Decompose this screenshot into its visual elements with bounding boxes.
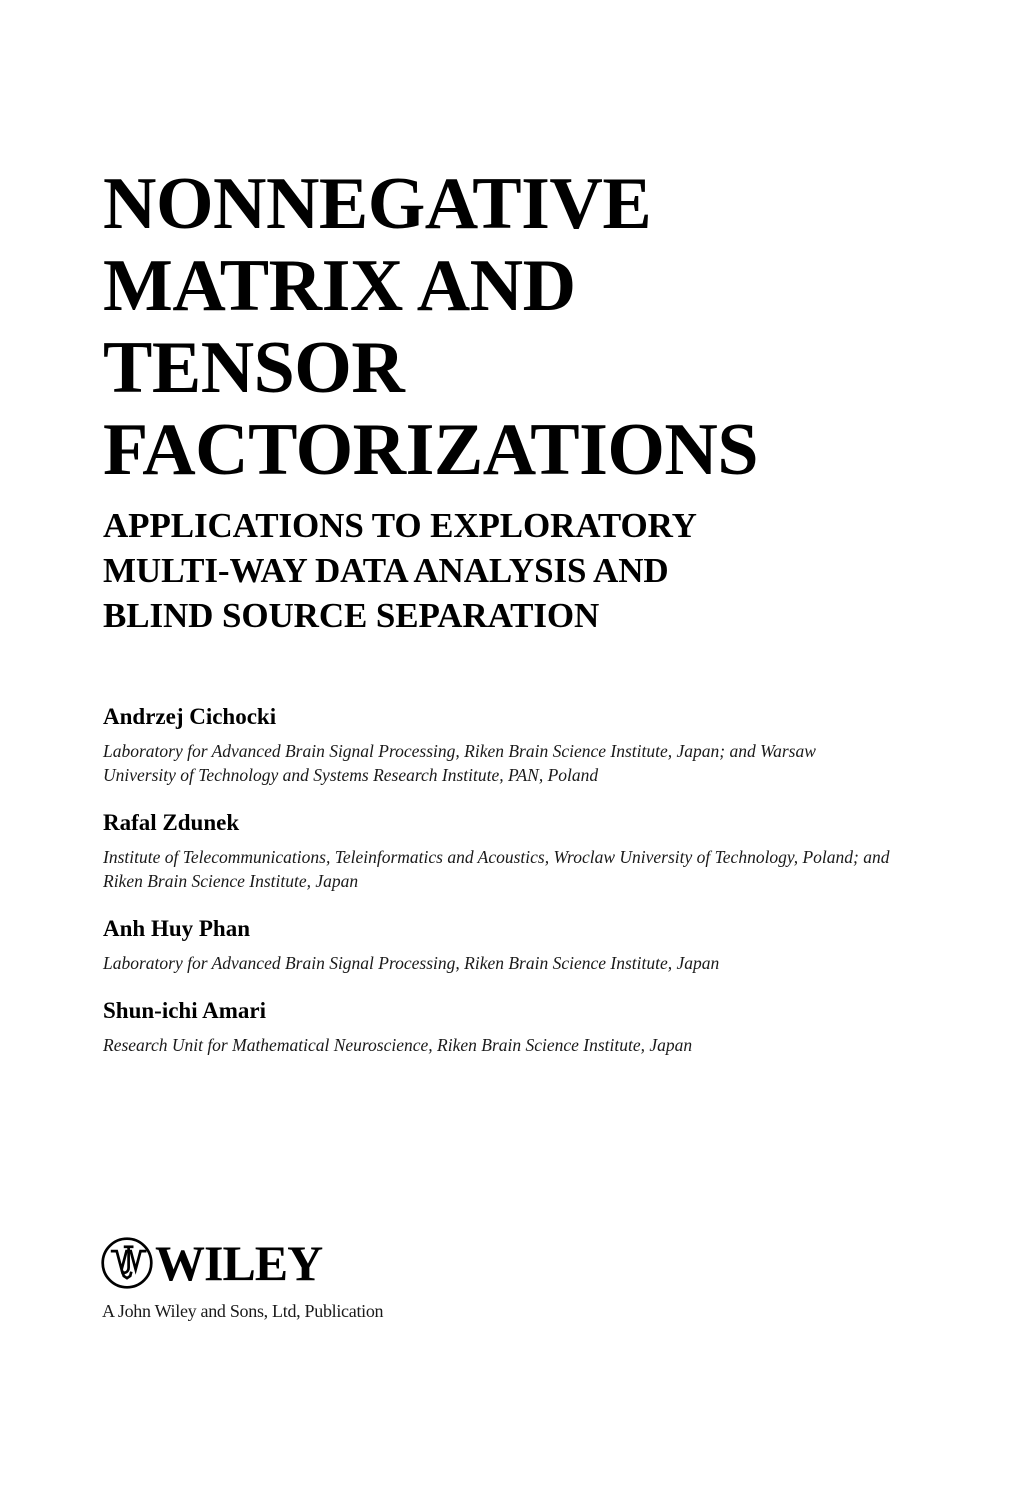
author-name: Anh Huy Phan xyxy=(103,916,251,941)
author-name: Rafal Zdunek xyxy=(103,810,240,835)
title-line-4: FACTORIZATIONS xyxy=(103,409,759,491)
author-affiliation: Institute of Telecommunications, Teleinformatics and Acoustics, Wroclaw University of Technology, Poland; and Riken Brain Science Institute, Japan xyxy=(103,847,890,891)
author-affiliation: Laboratory for Advanced Brain Signal Processing, Riken Brain Science Institute, Japan; and Warsaw University of Technology and Systems Research Institute, PAN, Poland xyxy=(103,741,816,785)
author-entry xyxy=(103,703,903,787)
author-entry xyxy=(103,809,903,893)
wiley-wordmark: WILEY xyxy=(155,1235,323,1291)
publisher-tagline: A John Wiley and Sons, Ltd, Publication xyxy=(102,1301,384,1321)
title-line-2: MATRIX AND xyxy=(103,245,576,327)
author-list xyxy=(103,703,903,1057)
subtitle-line-3: BLIND SOURCE SEPARATION xyxy=(103,596,600,635)
author-name: Andrzej Cichocki xyxy=(103,704,277,729)
publisher-block xyxy=(100,1236,600,1322)
author-entry xyxy=(103,997,903,1057)
author-affiliation: Laboratory for Advanced Brain Signal Processing, Riken Brain Science Institute, Japan xyxy=(103,953,720,973)
book-subtitle xyxy=(103,503,903,638)
subtitle-line-1: APPLICATIONS TO EXPLORATORY xyxy=(103,506,697,545)
subtitle-line-2: MULTI-WAY DATA ANALYSIS AND xyxy=(103,551,669,590)
author-affiliation: Research Unit for Mathematical Neuroscience, Riken Brain Science Institute, Japan xyxy=(103,1035,693,1055)
book-title xyxy=(103,163,903,491)
title-line-3: TENSOR xyxy=(103,327,405,409)
title-line-1: NONNEGATIVE xyxy=(103,163,652,245)
author-entry xyxy=(103,915,903,975)
wiley-monogram-icon xyxy=(100,1236,154,1290)
author-name: Shun-ichi Amari xyxy=(103,998,266,1023)
wiley-logo xyxy=(100,1236,600,1290)
